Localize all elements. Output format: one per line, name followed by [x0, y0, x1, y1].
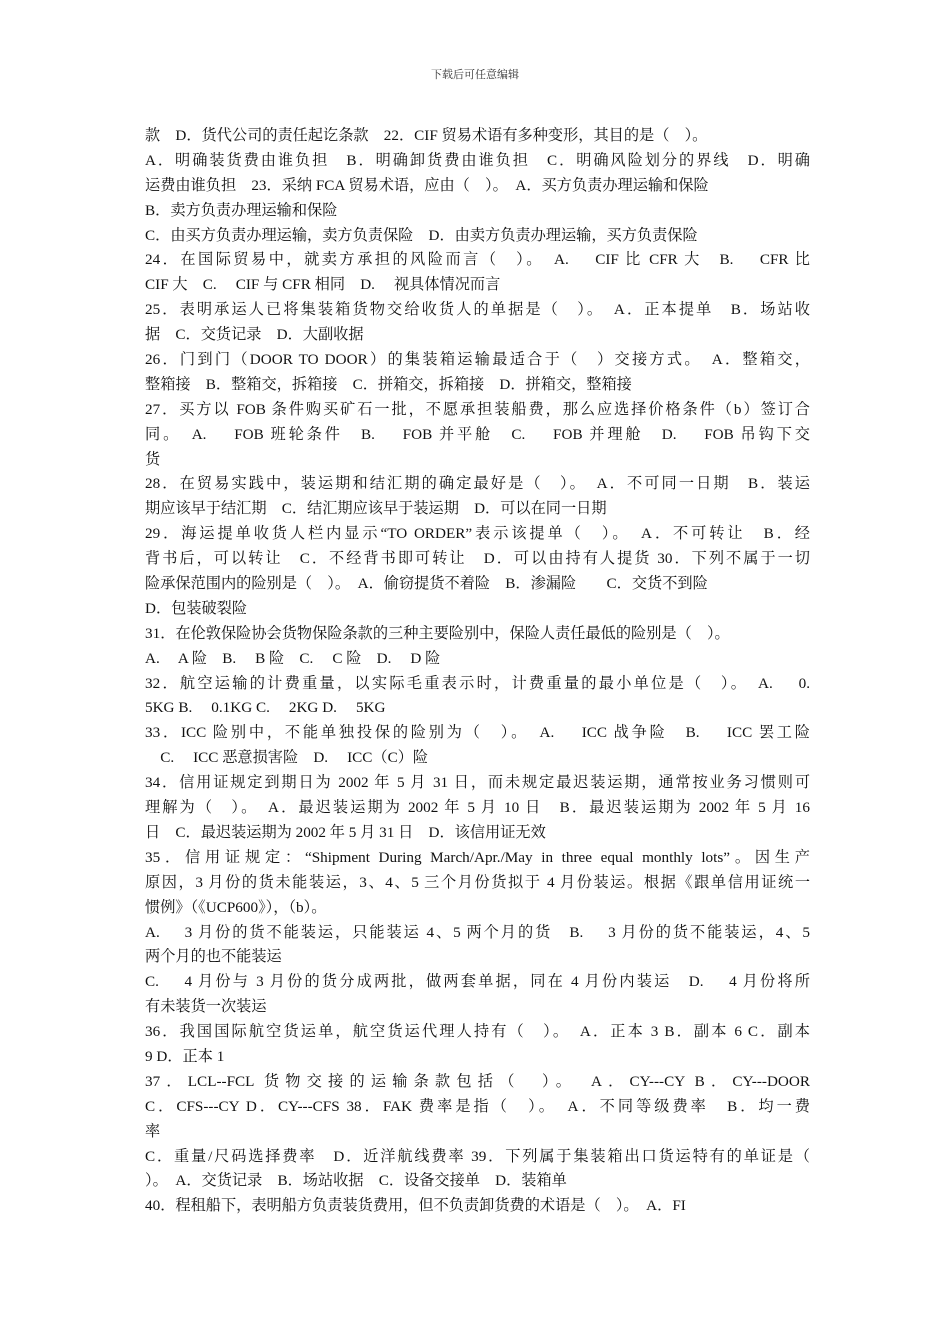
text-line: 期应该早于结汇期 C．结汇期应该早于装运期 D．可以在同一日期 — [145, 500, 607, 518]
text-line: 24．在国际贸易中，就卖方承担的风险而言（ ）。 A. CIF 比 CFR 大 B. CFR 比 — [145, 251, 810, 269]
text-line: 27．买方以 FOB 条件购买矿石一批，不愿承担装船费，那么应选择价格条件（b）签订合 — [145, 400, 810, 418]
text-line: C．重量/尺码选择费率 D．近洋航线费率 39．下列属于集装箱出口货运特有的单证是（ — [145, 1147, 810, 1165]
text-line: 31．在伦敦保险协会货物保险条款的三种主要险别中，保险人责任最低的险别是（ ）。 — [145, 624, 730, 642]
text-line: A. A 险 B. B 险 C. C 险 D. D 险 — [145, 649, 441, 667]
text-line: D．包装破裂险 — [145, 599, 248, 617]
text-line: C．CFS---CY D．CY---CFS 38．FAK 费率是指（ ）。 A．不同等级费率 B．均一费 — [145, 1097, 810, 1115]
text-line: 35．信用证规定：“Shipment During March/Apr./May in three equal monthly lots”。因生产 — [145, 848, 810, 866]
text-line: 险承保范围内的险别是（ ）。 A．偷窃提货不着险 B．渗漏险 C．交货不到险 — [145, 575, 708, 593]
text-line: 28．在贸易实践中，装运期和结汇期的确定最好是（ ）。 A．不可同一日期 B．装运 — [145, 475, 810, 493]
text-line: 日 C．最迟装运期为 2002 年 5 月 31 日 D．该信用证无效 — [145, 823, 546, 841]
text-line: 29．海运提单收货人栏内显示“TO ORDER”表示该提单（ ）。 A．不可转让 B．经 — [145, 525, 810, 543]
text-line: 26．门到门（DOOR TO DOOR）的集装箱运输最适合于（ ）交接方式。 A．整箱交， — [145, 351, 810, 369]
text-line: 背书后，可以转让 C．不经背书即可转让 D．可以由持有人提货 30．下列不属于一切 — [145, 550, 810, 568]
text-line: 34．信用证规定到期日为 2002 年 5 月 31 日，而未规定最迟装运期，通常按业务习惯则可 — [145, 774, 810, 792]
text-line: 原因，3 月份的货未能装运，3、4、5 三个月份货拟于 4 月份装运。根据《跟单信用证统一 — [145, 873, 810, 891]
text-line: 惯例》（《UCP600》），（b）。 — [145, 898, 327, 916]
text-line: A. 3 月份的货不能装运，只能装运 4、5 两个月的货 B. 3 月份的货不能装运，4、5 — [145, 923, 810, 941]
text-line: 理解为（ ）。 A．最迟装运期为 2002 年 5 月 10 日 B．最迟装运期为 2002 年 5 月 16 — [145, 799, 810, 817]
text-line: 整箱接 B．整箱交，拆箱接 C．拼箱交，拆箱接 D．拼箱交，整箱接 — [145, 375, 632, 393]
text-line: 40．程租船下，表明船方负责装货费用，但不负责卸货费的术语是（ ）。 A．FI — [145, 1197, 686, 1215]
text-line: 款 D．货代公司的责任起讫条款 22．CIF 贸易术语有多种变形，其目的是（ ）。 — [145, 127, 708, 144]
text-line: C. 4 月份与 3 月份的货分成两批，做两套单据，同在 4 月份内装运 D. 4 月份将所 — [145, 973, 810, 991]
page-header: 下载后可任意编辑 — [431, 68, 519, 81]
document-body — [145, 124, 810, 1219]
text-line: 同。 A. FOB 班轮条件 B. FOB 并平舱 C. FOB 并理舱 D. FOB 吊钩下交 — [145, 425, 810, 443]
text-line: C．由买方负责办理运输，卖方负责保险 D．由卖方负责办理运输，买方负责保险 — [145, 226, 698, 244]
text-line: 25．表明承运人已将集装箱货物交给收货人的单据是（ ）。 A．正本提单 B．场站收 — [145, 301, 810, 319]
text-line: 运费由谁负担 23．采纳 FCA 贸易术语，应由（ ）。 A．买方负责办理运输和保险 — [145, 176, 709, 194]
text-line: C. ICC 恶意损害险 D. ICC（C）险 — [145, 749, 429, 767]
text-line: 32．航空运输的计费重量，以实际毛重表示时，计费重量的最小单位是（ ）。 A. 0. — [145, 674, 810, 692]
text-line: 货 — [145, 450, 161, 468]
text-line: 5KG B. 0.1KG C. 2KG D. 5KG — [145, 699, 386, 717]
text-line: A．明确装货费由谁负担 B．明确卸货费由谁负担 C．明确风险划分的界线 D．明确 — [145, 151, 810, 169]
text-line: 36．我国国际航空货运单，航空货运代理人持有（ ）。 A．正本 3 B．副本 6 C．副本 — [145, 1023, 810, 1041]
text-line: 两个月的也不能装运 — [145, 948, 282, 966]
text-line: 有未装货一次装运 — [145, 998, 267, 1016]
text-line: 37．LCL--FCL 货物交接的运输条款包括（ ）。 A．CY---CY B．CY---DOOR — [145, 1072, 810, 1090]
text-line: ）。 A．交货记录 B．场站收据 C．设备交接单 D．装箱单 — [145, 1172, 567, 1190]
text-line: 据 C．交货记录 D．大副收据 — [145, 326, 364, 344]
text-line: 9 D．正本 1 — [145, 1047, 225, 1065]
text-line: 33．ICC 险别中，不能单独投保的险别为（ ）。 A. ICC 战争险 B. ICC 罢工险 — [145, 724, 810, 742]
text-line: CIF 大 C. CIF 与 CFR 相同 D. 视具体情况而言 — [145, 276, 501, 294]
text-line: 率 — [145, 1122, 161, 1140]
text-line: B．卖方负责办理运输和保险 — [145, 201, 338, 219]
